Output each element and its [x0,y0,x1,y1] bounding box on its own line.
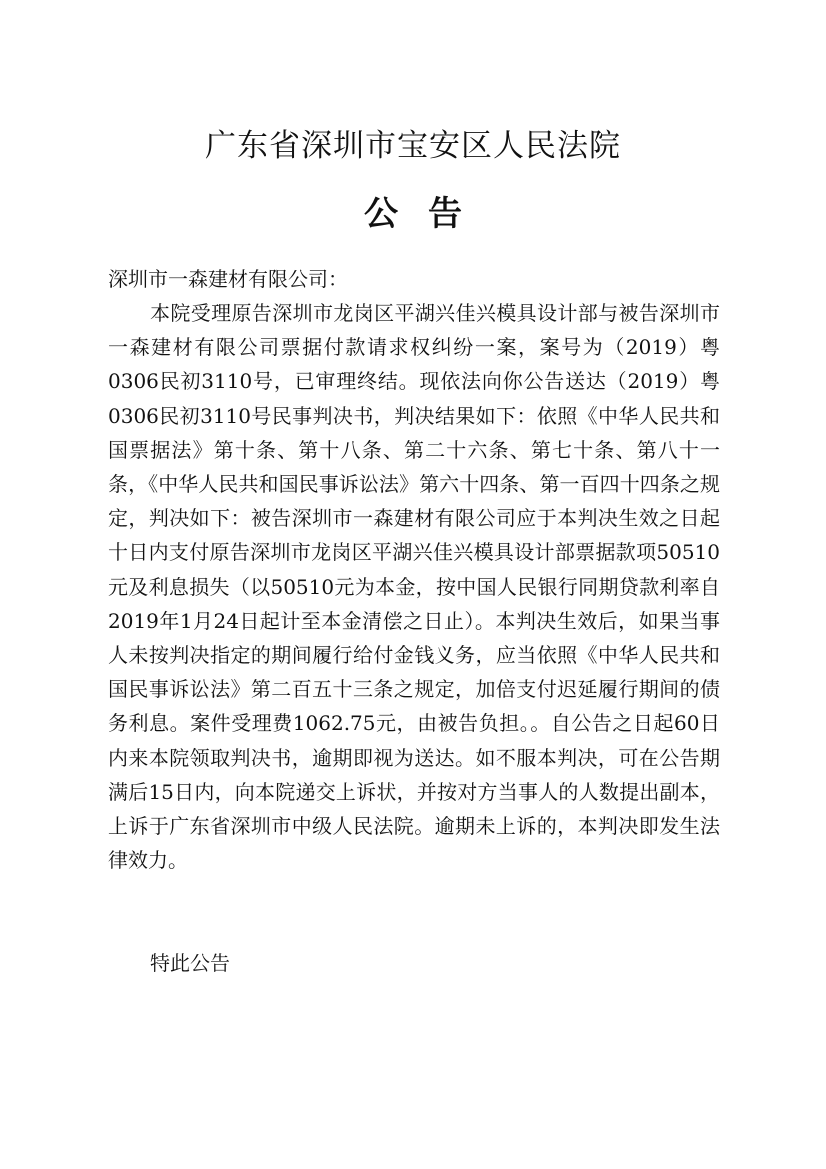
court-name: 广东省深圳市宝安区人民法院 [205,128,621,164]
salutation: 深圳市一森建材有限公司： [108,267,348,291]
notice-body: 本院受理原告深圳市龙岗区平湖兴佳兴模具设计部与被告深圳市一森建材有限公司票据付款请求权纠纷一案，案号为（2019）粤0306民初3110号，已审理终结。现依法向你公告送达（2019）粤0306民初3110号民事判决书，判决结果如下：依照《中华人民共和国票据法》第十条、第十八条、第二十六条、第七十条、第八十一条，《中华人民共和国民事诉讼法》第六十四条、第一百四十四条之规定，判决如下：被告深圳市一森建材有限公司应于本判决生效之日起十日内支付原告深圳市龙岗区平湖兴佳兴模具设计部票据款项50510元及利息损失（以50510元为本金，按中国人民银行同期贷款利率自2019年1月24日起计至本金清偿之日止）。本判决生效后，如果当事人未按判决指定的期间履行给付金钱义务，应当依照《中华人民共和国民事诉讼法》第二百五十三条之规定，加倍支付迟延履行期间的债务利息。案件受理费1062.75元，由被告负担。。自公告之日起60日内来本院领取判决书，逾期即视为送达。如不服本判决，可在公告期满后15日内，向本院递交上诉状，并按对方当事人的人数提出副本，上诉于广东省深圳市中级人民法院。逾期未上诉的，本判决即发生法律效力。 [108,301,720,873]
closing-line: 特此公告 [150,951,230,975]
document-title: 公告 [364,194,492,234]
